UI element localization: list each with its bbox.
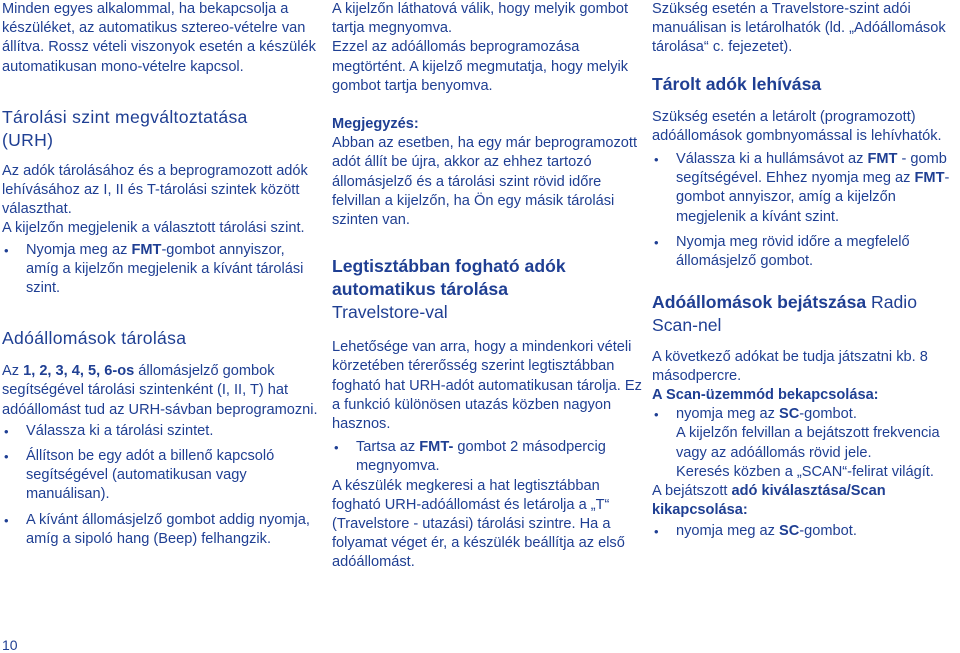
note-label: Megjegyzés: bbox=[332, 116, 419, 133]
note-text: Abban az esetben, ha egy már beprogramozott adót állít be újra, akkor az ehhez tartozó állomásjelző és a tárolási szint rövid időre felvillan a kijelzőn, ha Ön egy másik tárolási szinten van. bbox=[332, 135, 638, 229]
list-item: • nyomja meg az SC-gombot. bbox=[652, 522, 958, 541]
scan-paragraph-1: A következő adókat be tudja játszatni kb. 8 másodpercre. bbox=[652, 348, 928, 384]
urh-paragraph-1: Az adók tárolásához és a beprogramozott adók lehívásához az I, II és T-tárolási szintek között választhat. bbox=[2, 162, 308, 218]
list-item: • Állítson be egy adót a billenő kapcsoló segítségével (automatikusan vagy manuálisan). bbox=[2, 447, 320, 505]
top-paragraph-2: Ezzel az adóállomás beprogramozása megtörtént. A kijelző megmutatja, hogy melyik gombot tartja benyomva. bbox=[332, 39, 629, 94]
top-paragraph-1: A kijelzőn láthatová válik, hogy melyik gombot tartja megnyomva. bbox=[332, 1, 629, 37]
travelstore-bullet-list bbox=[332, 438, 644, 476]
recall-heading: Tárolt adók lehívása bbox=[652, 73, 822, 94]
top-paragraph: Szükség esetén a Travelstore-szint adói manuálisan is letárolhatók (ld. „Adóállomások tárolása“ c. fejezetet). bbox=[652, 1, 946, 56]
recall-paragraph: Szükség esetén a letárolt (programozott) adóállomások gombnyomással is lehívhatók. bbox=[652, 108, 942, 144]
travelstore-paragraph-1: Lehetősége van arra, hogy a mindenkori vételi körzetében térerősség szerint legtisztábban fogható hat URH-adót automatikusan tárolja. Ez a funkció különösen utazás közben nagyon hasznos. bbox=[332, 339, 642, 433]
store-bullet-list bbox=[2, 422, 320, 549]
list-item: • Válassza ki a hullámsávot az FMT - gomb segítségével. Ehhez nyomja meg az FMT-gombot annyiszor, amíg a kijelzőn megjelenik a kívánt szint. bbox=[652, 150, 958, 227]
travelstore-paragraph-2: A készülék megkeresi a hat legtisztábban fogható URH-adóállomást és letárolja a „T“ (Travelstore - utazási) tárolási szintre. Ha a folyamat véget ér, a készülék beállítja az első adóállomást. bbox=[332, 477, 625, 571]
store-paragraph: Az 1, 2, 3, 4, 5, 6-os állomásjelző gombok segítségével tárolási szintenként (I, II, T) hat adóállomást tud az URH-sávban beprogramozni. bbox=[2, 363, 318, 418]
list-item: • nyomja meg az SC-gombot. A kijelzőn felvillan a bejátszott frekvencia vagy az adóállomás rövid jele. Keresés közben a „SCAN“-felirat világít. bbox=[652, 405, 958, 482]
scan-heading: Adóállomások bejátszása Radio Scan-nel bbox=[652, 292, 917, 336]
urh-paragraph-2: A kijelzőn megjelenik a választott tárolási szint. bbox=[2, 220, 305, 237]
list-item: • Tartsa az FMT- gombot 2 másodpercig megnyomva. bbox=[332, 438, 644, 476]
column-left bbox=[2, 0, 320, 549]
list-item: • A kívánt állomásjelző gombot addig nyomja, amíg a sipoló hang (Beep) felhangzik. bbox=[2, 511, 320, 549]
scan-paragraph-2: A bejátszott adó kiválasztása/Scan kikapcsolása: bbox=[652, 483, 886, 519]
travelstore-heading: Legtisztábban fogható adók automatikus tárolása bbox=[332, 256, 566, 300]
list-item: • Nyomja meg az FMT-gombot annyiszor, amíg a kijelzőn megjelenik a kívánt tárolási szint. bbox=[2, 241, 320, 299]
list-item: • Válassza ki a tárolási szintet. bbox=[2, 422, 320, 441]
urh-heading: Tárolási szint megváltoztatása (URH) bbox=[2, 106, 248, 150]
column-right bbox=[652, 0, 958, 542]
list-item: • Nyomja meg rövid időre a megfelelő állomásjelző gombot. bbox=[652, 233, 958, 271]
scan-bullet-list-2 bbox=[652, 522, 958, 541]
column-middle bbox=[332, 0, 644, 573]
intro-paragraph: Minden egyes alkalommal, ha bekapcsolja a készüléket, az automatikus sztereo-vételre van állítva. Rossz vételi viszonyok esetén a készülék automatikusan mono-vételre kapcsol. bbox=[2, 1, 316, 75]
page-number: 10 bbox=[2, 637, 18, 653]
urh-bullet-list bbox=[2, 241, 320, 299]
scan-bullet-list-1 bbox=[652, 405, 958, 482]
store-heading: Adóállomások tárolása bbox=[2, 328, 187, 349]
scan-start-label: A Scan-üzemmód bekapcsolása: bbox=[652, 387, 879, 404]
recall-bullet-list bbox=[652, 150, 958, 271]
travelstore-subheading: Travelstore-val bbox=[332, 302, 448, 323]
